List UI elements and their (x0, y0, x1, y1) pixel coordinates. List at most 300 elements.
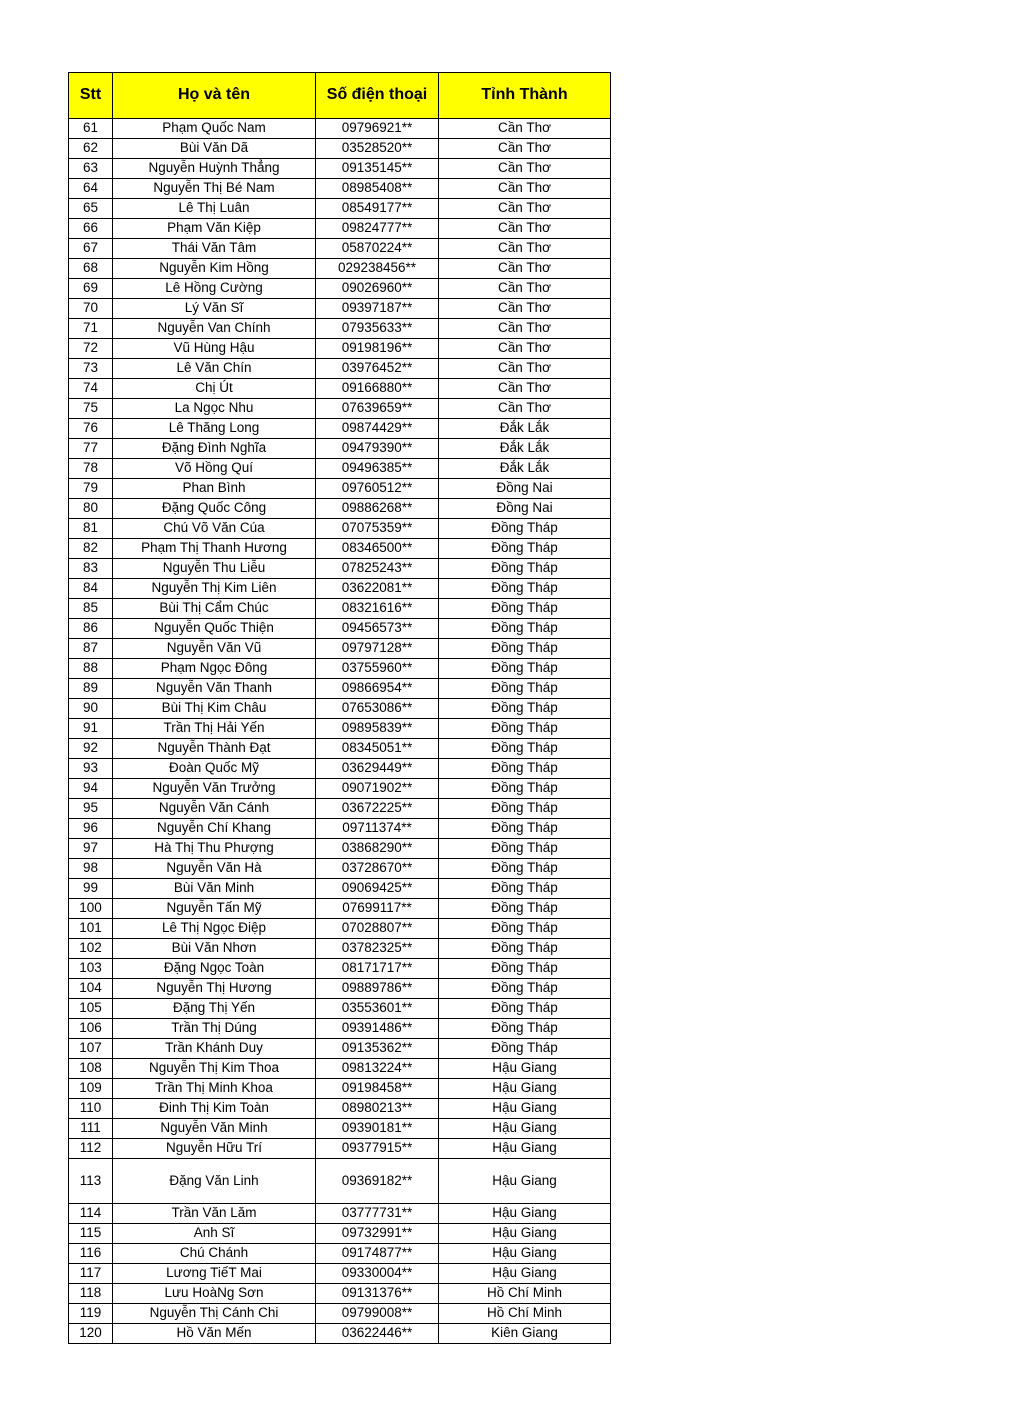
cell-province: Cần Thơ (439, 119, 611, 139)
cell-phone: 09135362** (316, 1039, 439, 1059)
cell-name: Lưu HoàNg Sơn (113, 1284, 316, 1304)
cell-stt: 117 (69, 1264, 113, 1284)
table-row (69, 1019, 611, 1039)
table-row (69, 1159, 611, 1204)
cell-name: Nguyễn Văn Thanh (113, 679, 316, 699)
cell-phone: 03629449** (316, 759, 439, 779)
cell-name: Nguyễn Thu Liễu (113, 559, 316, 579)
cell-province: Đồng Tháp (439, 959, 611, 979)
cell-name: Bùi Thị Kim Châu (113, 699, 316, 719)
table-row (69, 1079, 611, 1099)
cell-stt: 115 (69, 1224, 113, 1244)
table-row (69, 519, 611, 539)
contact-table-container (68, 72, 611, 1344)
cell-phone: 09377915** (316, 1139, 439, 1159)
table-row (69, 639, 611, 659)
cell-stt: 77 (69, 439, 113, 459)
cell-phone: 09732991** (316, 1224, 439, 1244)
cell-province: Hậu Giang (439, 1099, 611, 1119)
cell-phone: 07639659** (316, 399, 439, 419)
table-row (69, 979, 611, 999)
header-name: Họ và tên (113, 73, 316, 119)
cell-province: Cần Thơ (439, 219, 611, 239)
cell-province: Đồng Tháp (439, 659, 611, 679)
cell-province: Đồng Tháp (439, 559, 611, 579)
cell-phone: 09760512** (316, 479, 439, 499)
cell-phone: 07075359** (316, 519, 439, 539)
table-row (69, 1204, 611, 1224)
cell-province: Cần Thơ (439, 159, 611, 179)
cell-stt: 111 (69, 1119, 113, 1139)
table-row (69, 959, 611, 979)
cell-stt: 97 (69, 839, 113, 859)
cell-province: Đồng Tháp (439, 599, 611, 619)
cell-phone: 09026960** (316, 279, 439, 299)
table-row (69, 819, 611, 839)
table-row (69, 1284, 611, 1304)
cell-province: Đồng Tháp (439, 719, 611, 739)
cell-name: Phan Bình (113, 479, 316, 499)
cell-phone: 07653086** (316, 699, 439, 719)
cell-stt: 105 (69, 999, 113, 1019)
cell-province: Đồng Tháp (439, 819, 611, 839)
cell-province: Cần Thơ (439, 179, 611, 199)
cell-name: Võ Hồng Quí (113, 459, 316, 479)
cell-stt: 100 (69, 899, 113, 919)
cell-name: Nguyễn Văn Minh (113, 1119, 316, 1139)
table-row (69, 239, 611, 259)
cell-province: Cần Thơ (439, 279, 611, 299)
cell-stt: 72 (69, 339, 113, 359)
cell-stt: 107 (69, 1039, 113, 1059)
cell-province: Hậu Giang (439, 1204, 611, 1224)
cell-phone: 03976452** (316, 359, 439, 379)
cell-phone: 09397187** (316, 299, 439, 319)
table-row (69, 1264, 611, 1284)
cell-province: Đồng Tháp (439, 539, 611, 559)
cell-phone: 09069425** (316, 879, 439, 899)
cell-name: Trần Khánh Duy (113, 1039, 316, 1059)
cell-name: Đặng Quốc Công (113, 499, 316, 519)
cell-stt: 81 (69, 519, 113, 539)
cell-name: Lê Thăng Long (113, 419, 316, 439)
cell-name: Bùi Thị Cẩm Chúc (113, 599, 316, 619)
table-row (69, 459, 611, 479)
cell-phone: 09711374** (316, 819, 439, 839)
table-row (69, 499, 611, 519)
table-row (69, 219, 611, 239)
cell-name: Đặng Ngọc Toàn (113, 959, 316, 979)
table-row (69, 1119, 611, 1139)
table-row (69, 279, 611, 299)
cell-name: Bùi Văn Dã (113, 139, 316, 159)
cell-province: Đồng Tháp (439, 799, 611, 819)
cell-name: Trần Văn Lăm (113, 1204, 316, 1224)
cell-stt: 87 (69, 639, 113, 659)
cell-province: Đồng Tháp (439, 639, 611, 659)
cell-phone: 08345051** (316, 739, 439, 759)
table-row (69, 879, 611, 899)
cell-phone: 09479390** (316, 439, 439, 459)
cell-phone: 09330004** (316, 1264, 439, 1284)
cell-name: Lê Hồng Cường (113, 279, 316, 299)
cell-stt: 120 (69, 1324, 113, 1344)
cell-name: Trần Thị Hải Yến (113, 719, 316, 739)
cell-province: Hồ Chí Minh (439, 1284, 611, 1304)
cell-stt: 78 (69, 459, 113, 479)
cell-stt: 61 (69, 119, 113, 139)
cell-province: Hồ Chí Minh (439, 1304, 611, 1324)
cell-province: Cần Thơ (439, 199, 611, 219)
cell-phone: 09166880** (316, 379, 439, 399)
cell-name: Nguyễn Tấn Mỹ (113, 899, 316, 919)
cell-stt: 116 (69, 1244, 113, 1264)
cell-stt: 86 (69, 619, 113, 639)
cell-name: Nguyễn Thành Đạt (113, 739, 316, 759)
cell-phone: 09390181** (316, 1119, 439, 1139)
cell-stt: 92 (69, 739, 113, 759)
cell-stt: 75 (69, 399, 113, 419)
cell-stt: 67 (69, 239, 113, 259)
cell-name: Chú Chánh (113, 1244, 316, 1264)
table-row (69, 1039, 611, 1059)
table-row (69, 159, 611, 179)
cell-province: Cần Thơ (439, 399, 611, 419)
cell-phone: 09889786** (316, 979, 439, 999)
cell-phone: 03755960** (316, 659, 439, 679)
cell-phone: 09895839** (316, 719, 439, 739)
cell-province: Đồng Tháp (439, 579, 611, 599)
cell-name: Lý Văn Sĩ (113, 299, 316, 319)
cell-province: Đồng Tháp (439, 979, 611, 999)
contact-table (68, 72, 611, 1344)
cell-phone: 07935633** (316, 319, 439, 339)
cell-province: Đồng Tháp (439, 919, 611, 939)
cell-phone: 03868290** (316, 839, 439, 859)
cell-name: Lê Thị Ngọc Điệp (113, 919, 316, 939)
cell-phone: 09799008** (316, 1304, 439, 1324)
cell-stt: 109 (69, 1079, 113, 1099)
cell-province: Cần Thơ (439, 239, 611, 259)
cell-name: Nguyễn Thị Bé Nam (113, 179, 316, 199)
cell-name: Lương TiếT Mai (113, 1264, 316, 1284)
table-row (69, 359, 611, 379)
table-row (69, 379, 611, 399)
cell-stt: 119 (69, 1304, 113, 1324)
cell-stt: 71 (69, 319, 113, 339)
cell-province: Đồng Nai (439, 499, 611, 519)
table-header (69, 73, 611, 119)
cell-phone: 09796921** (316, 119, 439, 139)
table-row (69, 739, 611, 759)
cell-province: Đồng Tháp (439, 999, 611, 1019)
cell-province: Cần Thơ (439, 339, 611, 359)
cell-phone: 03782325** (316, 939, 439, 959)
header-row (69, 73, 611, 119)
cell-phone: 03528520** (316, 139, 439, 159)
table-row (69, 599, 611, 619)
cell-name: Đặng Đình Nghĩa (113, 439, 316, 459)
cell-province: Đồng Tháp (439, 1019, 611, 1039)
cell-name: Đặng Văn Linh (113, 1159, 316, 1204)
cell-phone: 05870224** (316, 239, 439, 259)
cell-stt: 98 (69, 859, 113, 879)
cell-name: Nguyễn Huỳnh Thẳng (113, 159, 316, 179)
cell-name: La Ngọc Nhu (113, 399, 316, 419)
cell-name: Nguyễn Thị Cánh Chi (113, 1304, 316, 1324)
cell-phone: 09813224** (316, 1059, 439, 1079)
table-row (69, 399, 611, 419)
cell-phone: 07825243** (316, 559, 439, 579)
cell-province: Đồng Tháp (439, 939, 611, 959)
cell-province: Đồng Tháp (439, 699, 611, 719)
cell-province: Cần Thơ (439, 259, 611, 279)
cell-stt: 79 (69, 479, 113, 499)
cell-name: Nguyễn Văn Cánh (113, 799, 316, 819)
cell-name: Chú Võ Văn Cúa (113, 519, 316, 539)
cell-phone: 09886268** (316, 499, 439, 519)
cell-phone: 03622081** (316, 579, 439, 599)
cell-phone: 09391486** (316, 1019, 439, 1039)
cell-phone: 09131376** (316, 1284, 439, 1304)
cell-province: Cần Thơ (439, 379, 611, 399)
cell-name: Nguyễn Văn Vũ (113, 639, 316, 659)
cell-province: Đồng Tháp (439, 519, 611, 539)
cell-province: Cần Thơ (439, 299, 611, 319)
table-row (69, 899, 611, 919)
table-row (69, 1324, 611, 1344)
cell-stt: 68 (69, 259, 113, 279)
cell-stt: 70 (69, 299, 113, 319)
cell-stt: 88 (69, 659, 113, 679)
cell-name: Nguyễn Chí Khang (113, 819, 316, 839)
cell-province: Hậu Giang (439, 1159, 611, 1204)
cell-name: Bùi Văn Minh (113, 879, 316, 899)
cell-province: Đồng Tháp (439, 839, 611, 859)
table-row (69, 479, 611, 499)
cell-stt: 83 (69, 559, 113, 579)
cell-stt: 69 (69, 279, 113, 299)
cell-stt: 112 (69, 1139, 113, 1159)
cell-name: Lê Văn Chín (113, 359, 316, 379)
cell-stt: 93 (69, 759, 113, 779)
table-row (69, 439, 611, 459)
table-row (69, 1099, 611, 1119)
table-row (69, 859, 611, 879)
cell-stt: 101 (69, 919, 113, 939)
cell-province: Cần Thơ (439, 359, 611, 379)
cell-stt: 104 (69, 979, 113, 999)
cell-stt: 76 (69, 419, 113, 439)
table-row (69, 559, 611, 579)
cell-phone: 09874429** (316, 419, 439, 439)
cell-phone: 09071902** (316, 779, 439, 799)
cell-stt: 114 (69, 1204, 113, 1224)
cell-phone: 03777731** (316, 1204, 439, 1224)
table-row (69, 839, 611, 859)
table-row (69, 699, 611, 719)
table-row (69, 759, 611, 779)
cell-name: Nguyễn Hữu Trí (113, 1139, 316, 1159)
cell-name: Bùi Văn Nhơn (113, 939, 316, 959)
cell-stt: 102 (69, 939, 113, 959)
cell-name: Nguyễn Văn Trưởng (113, 779, 316, 799)
cell-name: Đinh Thị Kim Toàn (113, 1099, 316, 1119)
cell-stt: 63 (69, 159, 113, 179)
cell-name: Trần Thị Dúng (113, 1019, 316, 1039)
cell-province: Hậu Giang (439, 1244, 611, 1264)
table-row (69, 779, 611, 799)
cell-name: Hồ Văn Mến (113, 1324, 316, 1344)
cell-stt: 94 (69, 779, 113, 799)
table-row (69, 319, 611, 339)
cell-province: Hậu Giang (439, 1079, 611, 1099)
cell-phone: 09456573** (316, 619, 439, 639)
cell-province: Hậu Giang (439, 1224, 611, 1244)
table-row (69, 939, 611, 959)
cell-stt: 64 (69, 179, 113, 199)
cell-name: Phạm Quốc Nam (113, 119, 316, 139)
table-row (69, 659, 611, 679)
table-row (69, 119, 611, 139)
cell-phone: 08985408** (316, 179, 439, 199)
cell-stt: 89 (69, 679, 113, 699)
cell-phone: 09135145** (316, 159, 439, 179)
table-row (69, 799, 611, 819)
table-row (69, 339, 611, 359)
cell-name: Nguyễn Van Chính (113, 319, 316, 339)
table-row (69, 1304, 611, 1324)
cell-stt: 73 (69, 359, 113, 379)
cell-name: Phạm Thị Thanh Hương (113, 539, 316, 559)
cell-stt: 113 (69, 1159, 113, 1204)
cell-stt: 95 (69, 799, 113, 819)
cell-phone: 09797128** (316, 639, 439, 659)
cell-stt: 90 (69, 699, 113, 719)
table-row (69, 299, 611, 319)
cell-name: Anh Sĩ (113, 1224, 316, 1244)
table-row (69, 999, 611, 1019)
cell-name: Vũ Hùng Hậu (113, 339, 316, 359)
cell-stt: 74 (69, 379, 113, 399)
cell-province: Đắk Lắk (439, 439, 611, 459)
cell-phone: 08549177** (316, 199, 439, 219)
cell-name: Nguyễn Thị Hương (113, 979, 316, 999)
cell-stt: 99 (69, 879, 113, 899)
cell-name: Đặng Thị Yến (113, 999, 316, 1019)
cell-stt: 85 (69, 599, 113, 619)
cell-name: Nguyễn Thị Kim Thoa (113, 1059, 316, 1079)
cell-phone: 09198196** (316, 339, 439, 359)
cell-province: Đồng Tháp (439, 619, 611, 639)
header-phone: Số điện thoại (316, 73, 439, 119)
table-row (69, 179, 611, 199)
table-row (69, 1139, 611, 1159)
cell-name: Hà Thị Thu Phượng (113, 839, 316, 859)
cell-province: Đồng Tháp (439, 859, 611, 879)
cell-province: Đồng Nai (439, 479, 611, 499)
cell-stt: 91 (69, 719, 113, 739)
cell-stt: 110 (69, 1099, 113, 1119)
cell-province: Cần Thơ (439, 319, 611, 339)
cell-name: Phạm Ngọc Đông (113, 659, 316, 679)
cell-province: Đồng Tháp (439, 679, 611, 699)
table-row (69, 199, 611, 219)
cell-province: Hậu Giang (439, 1264, 611, 1284)
cell-phone: 029238456** (316, 259, 439, 279)
cell-stt: 103 (69, 959, 113, 979)
cell-phone: 03553601** (316, 999, 439, 1019)
table-row (69, 919, 611, 939)
cell-phone: 08346500** (316, 539, 439, 559)
cell-phone: 09496385** (316, 459, 439, 479)
table-row (69, 1224, 611, 1244)
table-row (69, 539, 611, 559)
table-row (69, 719, 611, 739)
header-province: Tỉnh Thành (439, 73, 611, 119)
cell-phone: 07699117** (316, 899, 439, 919)
table-row (69, 259, 611, 279)
cell-province: Đồng Tháp (439, 899, 611, 919)
cell-province: Hậu Giang (439, 1119, 611, 1139)
cell-name: Trần Thị Minh Khoa (113, 1079, 316, 1099)
cell-phone: 09369182** (316, 1159, 439, 1204)
cell-name: Nguyễn Quốc Thiện (113, 619, 316, 639)
cell-name: Phạm Văn Kiệp (113, 219, 316, 239)
table-row (69, 1059, 611, 1079)
cell-phone: 08171717** (316, 959, 439, 979)
cell-name: Đoàn Quốc Mỹ (113, 759, 316, 779)
cell-name: Nguyễn Văn Hà (113, 859, 316, 879)
cell-phone: 03728670** (316, 859, 439, 879)
cell-province: Hậu Giang (439, 1059, 611, 1079)
cell-phone: 07028807** (316, 919, 439, 939)
table-body (69, 119, 611, 1344)
cell-name: Lê Thị Luân (113, 199, 316, 219)
cell-name: Thái Văn Tâm (113, 239, 316, 259)
cell-phone: 09198458** (316, 1079, 439, 1099)
cell-phone: 09866954** (316, 679, 439, 699)
cell-stt: 106 (69, 1019, 113, 1039)
table-row (69, 619, 611, 639)
cell-province: Đồng Tháp (439, 779, 611, 799)
cell-province: Đồng Tháp (439, 739, 611, 759)
cell-province: Đắk Lắk (439, 419, 611, 439)
cell-stt: 80 (69, 499, 113, 519)
table-row (69, 419, 611, 439)
cell-province: Hậu Giang (439, 1139, 611, 1159)
table-row (69, 1244, 611, 1264)
cell-province: Kiên Giang (439, 1324, 611, 1344)
cell-stt: 96 (69, 819, 113, 839)
cell-stt: 66 (69, 219, 113, 239)
cell-phone: 03622446** (316, 1324, 439, 1344)
cell-name: Chị Út (113, 379, 316, 399)
cell-stt: 84 (69, 579, 113, 599)
cell-stt: 82 (69, 539, 113, 559)
header-stt: Stt (69, 73, 113, 119)
table-row (69, 679, 611, 699)
cell-stt: 62 (69, 139, 113, 159)
cell-province: Cần Thơ (439, 139, 611, 159)
cell-stt: 118 (69, 1284, 113, 1304)
cell-province: Đắk Lắk (439, 459, 611, 479)
cell-phone: 09824777** (316, 219, 439, 239)
cell-phone: 09174877** (316, 1244, 439, 1264)
cell-province: Đồng Tháp (439, 879, 611, 899)
cell-phone: 03672225** (316, 799, 439, 819)
table-row (69, 579, 611, 599)
